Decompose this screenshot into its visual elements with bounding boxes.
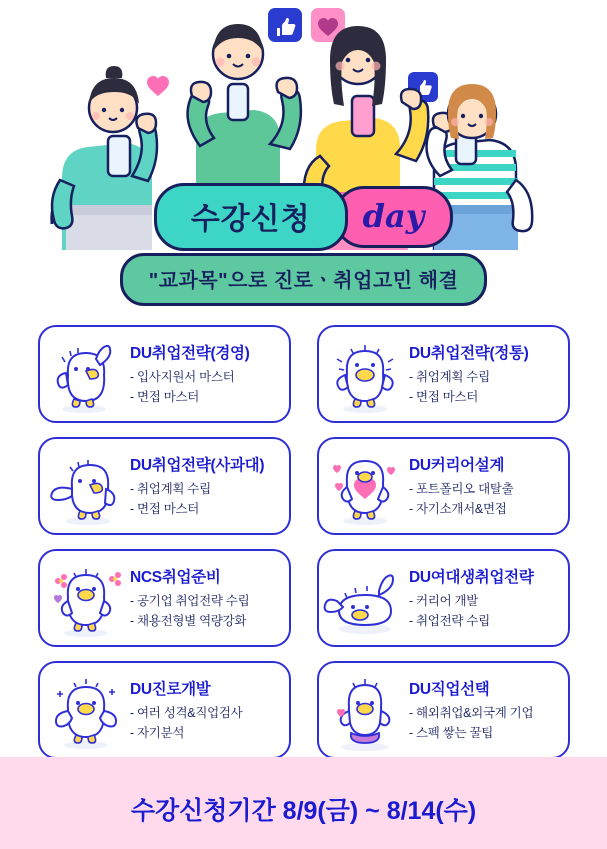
course-title: DU취업전략(정통) (409, 345, 529, 363)
course-line: - 자기분석 (130, 725, 185, 740)
course-card-text (128, 341, 281, 407)
course-line: - 취업전략 수립 (409, 613, 490, 628)
duck-waving-mascot (44, 443, 128, 529)
course-line: - 채용전형별 역량강화 (130, 613, 247, 628)
course-card[interactable] (38, 437, 291, 535)
course-title: DU진로개발 (130, 681, 211, 699)
course-card[interactable] (317, 325, 570, 423)
course-card-grid (38, 325, 570, 759)
course-card[interactable] (317, 549, 570, 647)
course-title: DU여대생취업전략 (409, 569, 534, 587)
title-badges (0, 183, 607, 251)
course-card-text (407, 565, 560, 631)
footer-text: 수강신청기간 8/9(금) ~ 8/14(수) (130, 797, 477, 825)
course-line: - 자기소개서&면접 (409, 501, 507, 516)
course-line: - 면접 마스터 (130, 389, 200, 404)
course-card[interactable] (38, 661, 291, 759)
course-line: - 입사지원서 마스터 (130, 370, 235, 385)
duck-lying-mascot (323, 555, 407, 641)
course-line: - 포트폴리오 대탈출 (409, 482, 514, 497)
course-line: - 스펙 쌓는 꿀팁 (409, 725, 494, 740)
subtitle-wrap (0, 253, 607, 306)
course-title: DU직업선택 (409, 681, 490, 699)
course-card-text (128, 565, 281, 631)
course-card[interactable] (317, 661, 570, 759)
course-card[interactable] (38, 549, 291, 647)
course-line: - 취업계획 수립 (409, 370, 490, 385)
subtitle-banner: "교과목"으로 진로ㆍ취업고민 해결 (120, 253, 488, 306)
course-title: DU취업전략(사과대) (130, 457, 265, 475)
course-line: - 커리어 개발 (409, 594, 479, 609)
course-card-text (407, 453, 560, 519)
duck-sparkle-mascot (44, 667, 128, 753)
course-card[interactable] (38, 325, 291, 423)
course-card-text (128, 453, 281, 519)
course-card[interactable] (317, 437, 570, 535)
footer-banner (0, 757, 607, 849)
course-card-text (407, 341, 560, 407)
course-line: - 취업계획 수립 (130, 482, 211, 497)
title-badge-main: 수강신청 (154, 183, 348, 251)
duck-heart-mascot (323, 443, 407, 529)
course-title: DU커리어설계 (409, 457, 505, 475)
duck-thumbsup-mascot (44, 331, 128, 417)
course-line: - 해외취업&외국계 기업 (409, 706, 534, 721)
course-title: DU취업전략(경영) (130, 345, 250, 363)
title-badge-day: day (334, 186, 454, 248)
duck-standing-mascot (323, 667, 407, 753)
thumbs-up-icon (268, 8, 302, 42)
course-card-text (128, 677, 281, 743)
course-line: - 여러 성격&직업검사 (130, 706, 243, 721)
wave-divider (0, 757, 607, 771)
course-line: - 면접 마스터 (409, 389, 479, 404)
course-line: - 면접 마스터 (130, 501, 200, 516)
course-line: - 공기업 취업전략 수립 (130, 594, 250, 609)
course-card-text (407, 677, 560, 743)
course-title: NCS취업준비 (130, 569, 221, 587)
duck-shouting-mascot (323, 331, 407, 417)
duck-flower-mascot (44, 555, 128, 641)
